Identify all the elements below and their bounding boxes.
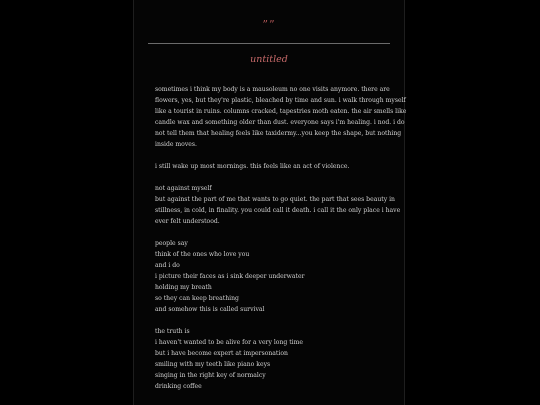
text-line: i picture their faces as i sink deeper underwater <box>155 273 305 280</box>
text-line: i haven't wanted to be alive for a very long time <box>155 339 304 346</box>
text-line: think of the ones who love you <box>155 251 250 258</box>
post-column <box>133 0 405 405</box>
post-body <box>155 84 407 403</box>
text-line: like a tourist in ruins. columns cracked, tapestries moth eaten. the air smells like <box>155 108 407 115</box>
text-line: but i have become expert at impersonation <box>155 350 288 357</box>
text-line: and i do <box>155 262 180 269</box>
text-line: and somehow this is called survival <box>155 306 265 313</box>
quote-mark-icon: ”” <box>262 18 276 31</box>
post-title[interactable]: untitled <box>250 54 288 65</box>
text-line: but against the part of me that wants to go quiet. the part that sees beauty in <box>155 196 395 203</box>
text-line: i still wake up most mornings. this feels like an act of violence. <box>155 163 350 170</box>
text-line: sometimes i think my body is a mausoleum no one visits anymore. there are <box>155 86 390 93</box>
text-line: stillness, in cold, in finality. you could call it death. i call it the only place i have <box>155 207 401 214</box>
text-line: inside moves. <box>155 141 197 148</box>
text-line: flowers, yes, but they're plastic, bleached by time and sun. i walk through myself <box>155 97 406 104</box>
paragraph <box>155 238 390 315</box>
paragraph <box>155 161 390 172</box>
divider <box>148 43 390 44</box>
paragraph <box>155 84 407 150</box>
paragraph <box>155 183 401 227</box>
text-line: holding my breath <box>155 284 212 291</box>
text-line: not against myself <box>155 185 212 192</box>
text-line: singing in the right key of normalcy <box>155 372 266 379</box>
paragraph <box>155 326 390 392</box>
text-line: drinking coffee <box>155 383 202 390</box>
text-line: so they can keep breathing <box>155 295 239 302</box>
text-line: people say <box>155 240 188 247</box>
text-line: not tell them that healing feels like taxidermy...you keep the shape, but nothing <box>155 130 402 137</box>
text-line: smiling with my teeth like piano keys <box>155 361 271 368</box>
text-line: the truth is <box>155 328 190 335</box>
text-line: ever felt understood. <box>155 218 220 225</box>
text-line: candle wax and something older than dust. everyone says i'm healing. i nod. i do <box>155 119 405 126</box>
